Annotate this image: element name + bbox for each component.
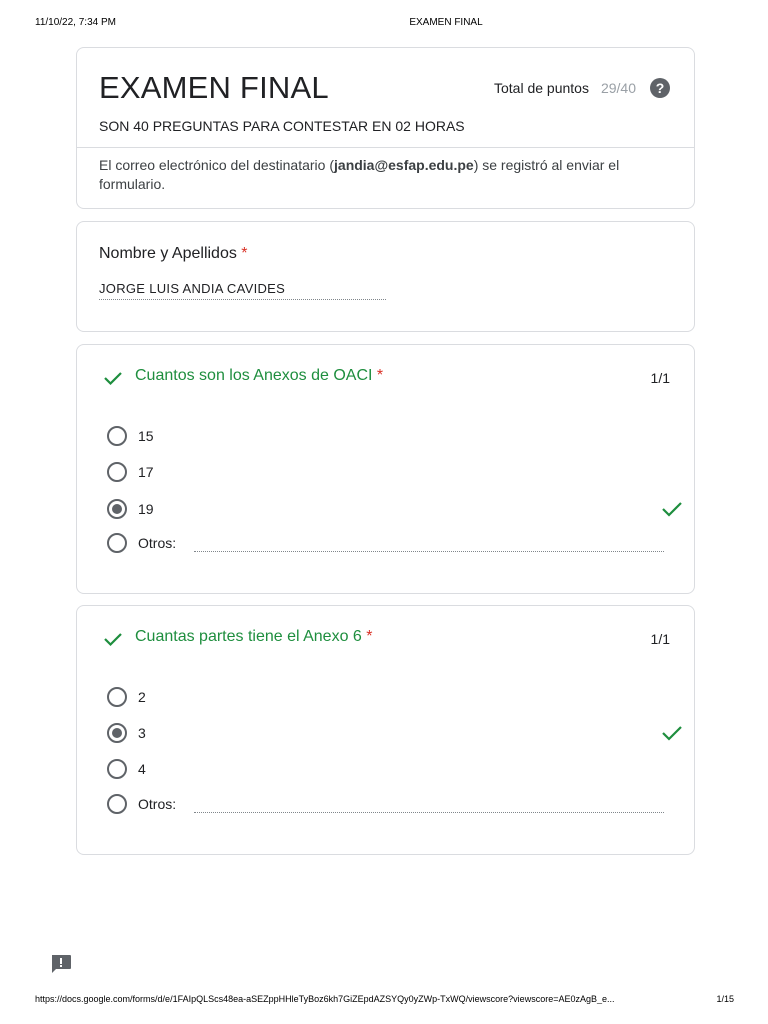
option-other[interactable]	[107, 533, 667, 555]
option-2[interactable]	[107, 687, 667, 709]
radio-button[interactable]	[107, 533, 127, 553]
email-note	[99, 156, 659, 194]
required-mark: *	[376, 367, 384, 384]
question-header	[103, 628, 670, 650]
question-title-text: Cuantas partes tiene el Anexo 6	[135, 628, 362, 645]
option-4[interactable]	[107, 759, 667, 781]
email-note-after: ) se registró al enviar el formulario.	[99, 157, 620, 192]
email-note-before: El correo electrónico del destinatario (	[99, 157, 335, 173]
name-question-label	[99, 245, 248, 263]
option-label: Otros:	[138, 796, 177, 812]
option-label: 17	[138, 464, 154, 480]
option-label: 4	[138, 761, 146, 777]
help-circle-icon[interactable]: ?	[650, 78, 670, 98]
option-15[interactable]	[107, 426, 667, 448]
print-title: EXAMEN FINAL	[409, 17, 483, 28]
option-other[interactable]	[107, 794, 667, 816]
total-points	[494, 78, 670, 98]
option-17[interactable]	[107, 462, 667, 484]
other-text-input[interactable]	[194, 551, 664, 552]
option-label: Otros:	[138, 535, 177, 551]
required-mark: *	[241, 245, 248, 262]
radio-button[interactable]	[107, 687, 127, 707]
other-text-input[interactable]	[194, 812, 664, 813]
radio-button[interactable]	[107, 794, 127, 814]
radio-button[interactable]	[107, 759, 127, 779]
points-label: Total de puntos	[493, 80, 589, 96]
recipient-email: jandia@esfap.edu.pe	[334, 157, 474, 173]
print-footer	[0, 994, 768, 1008]
points-value: 29/40	[600, 80, 636, 96]
question-score: 1/1	[650, 370, 670, 386]
question-title-text: Cuantos son los Anexos de OACI	[135, 367, 373, 384]
form-description: SON 40 PREGUNTAS PARA CONTESTAR EN 02 HORAS	[99, 118, 465, 134]
name-question-card	[76, 221, 695, 332]
header-divider	[77, 147, 694, 148]
required-mark: *	[366, 628, 373, 645]
question-card	[76, 605, 695, 855]
feedback-icon[interactable]	[50, 954, 72, 974]
page-number: 1/15	[716, 994, 734, 1004]
option-label: 19	[138, 501, 154, 517]
page-url: https://docs.google.com/forms/d/e/1FAIpQLScs48ea-aSEZppHHleTyBoz6kh7GiZEpdAZSYQy0yZWp-TxWQ/viewscore?viewscore=AE0zAgB_e...	[35, 994, 615, 1004]
question-header	[103, 367, 670, 389]
question-card	[76, 344, 695, 594]
radio-button-selected[interactable]	[107, 723, 127, 743]
option-3[interactable]	[107, 723, 667, 745]
radio-button[interactable]	[107, 426, 127, 446]
form-title: EXAMEN FINAL	[99, 70, 329, 105]
print-header	[0, 17, 768, 31]
correct-check-icon	[103, 631, 123, 647]
question-title	[135, 367, 383, 385]
option-label: 2	[138, 689, 146, 705]
question-score: 1/1	[650, 631, 670, 647]
radio-button[interactable]	[107, 462, 127, 482]
name-answer: JORGE LUIS ANDIA CAVIDES	[99, 281, 386, 300]
radio-button-selected[interactable]	[107, 499, 127, 519]
option-label: 15	[138, 428, 154, 444]
form-header-card	[76, 47, 695, 209]
correct-check-icon	[661, 500, 683, 518]
print-date: 11/10/22, 7:34 PM	[35, 17, 116, 28]
correct-check-icon	[103, 370, 123, 386]
option-label: 3	[138, 725, 146, 741]
correct-check-icon	[661, 724, 683, 742]
name-question-text: Nombre y Apellidos	[99, 245, 237, 262]
question-title	[135, 628, 373, 646]
option-19[interactable]	[107, 499, 667, 521]
